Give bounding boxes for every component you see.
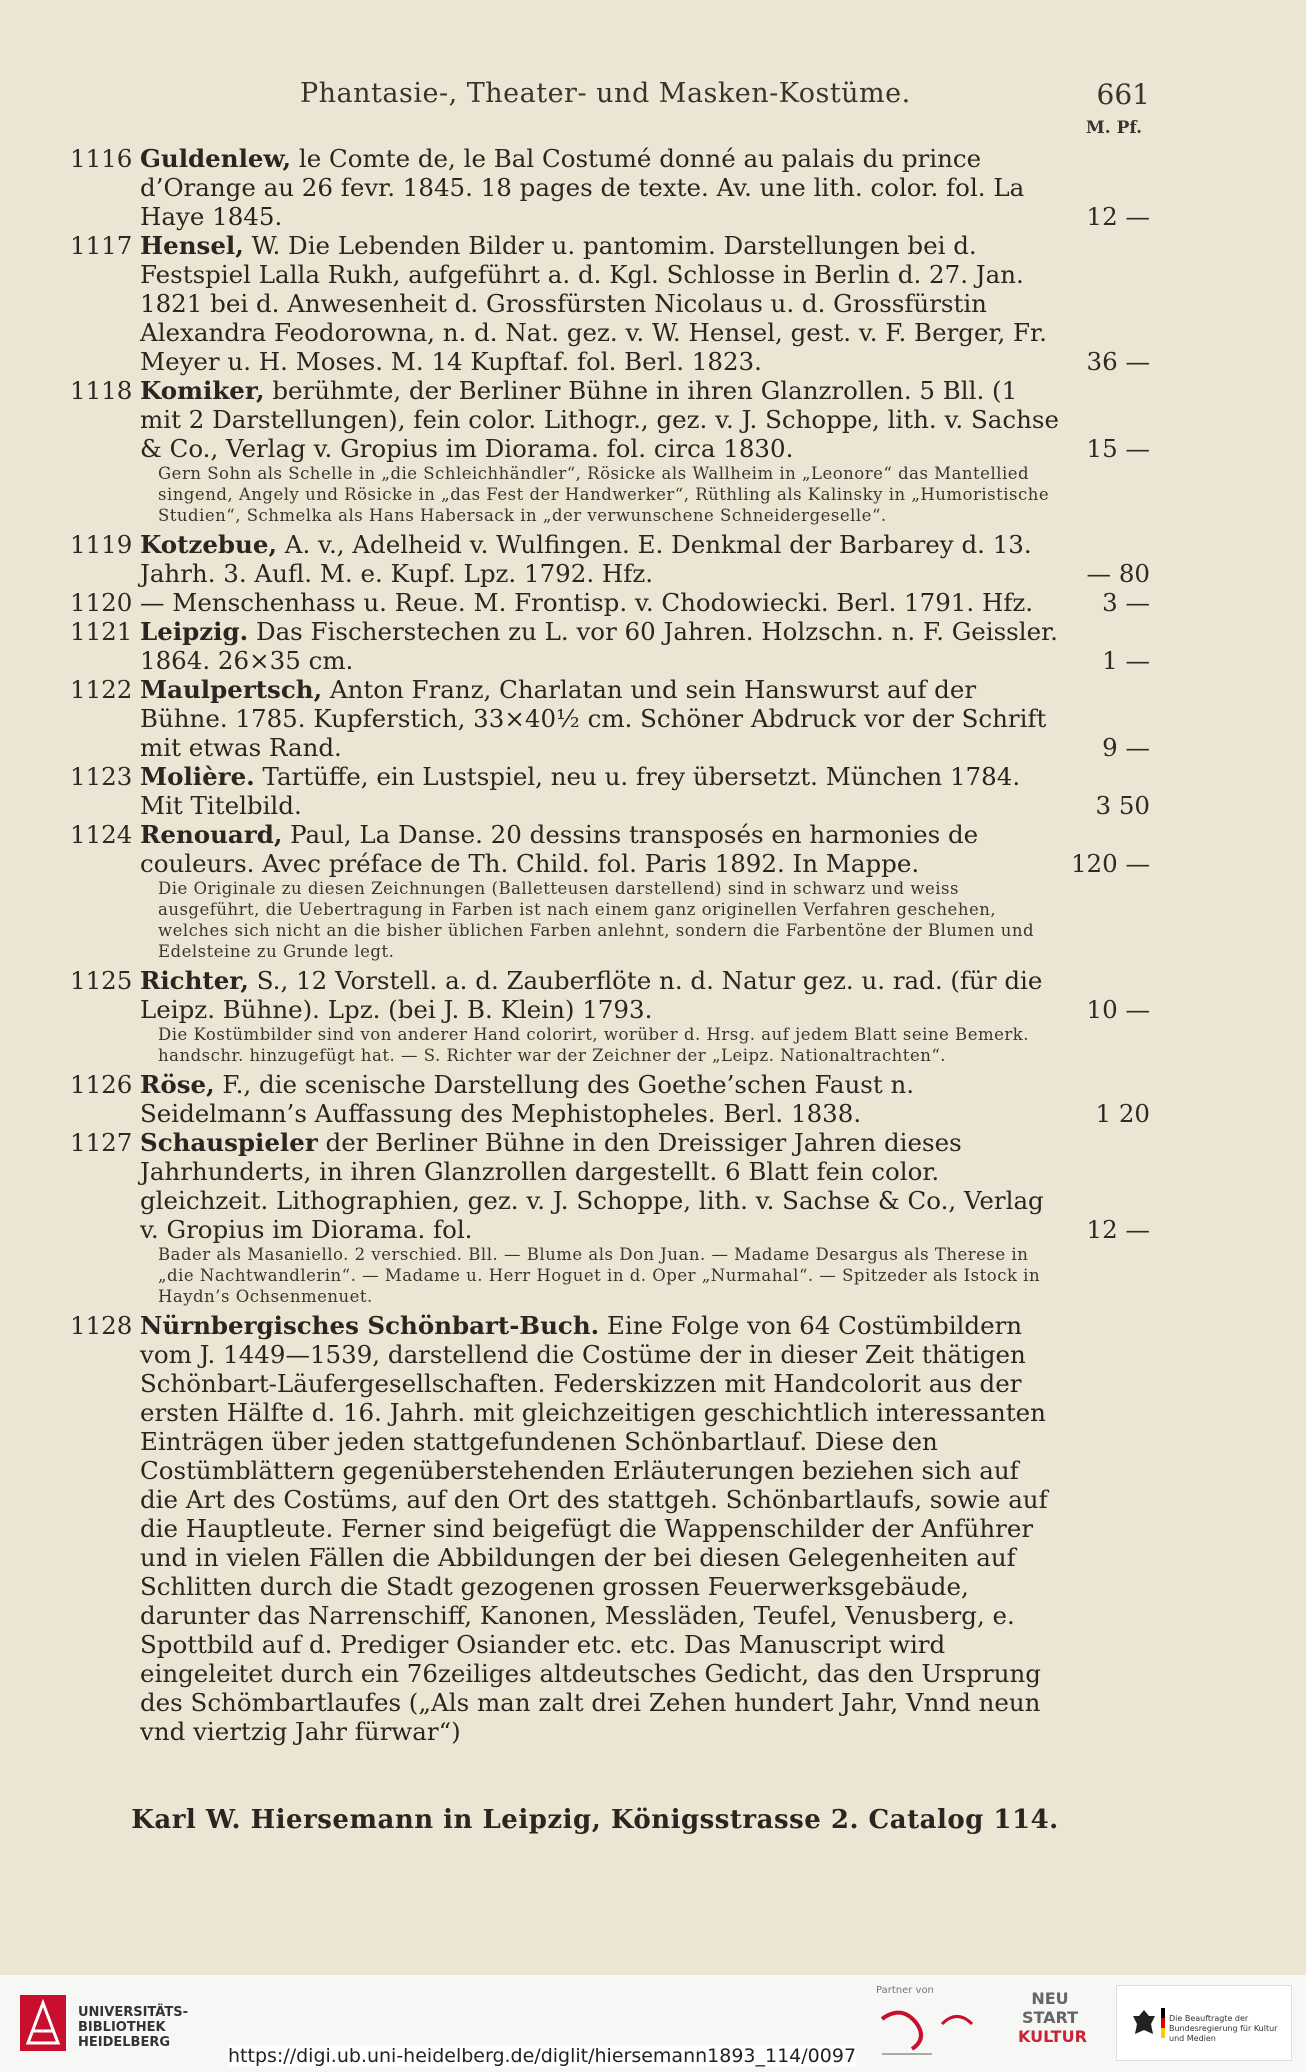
entry-price: 1 20: [1095, 1099, 1150, 1128]
entry-name: Hensel,: [140, 231, 244, 260]
entry-note: Die Originale zu diesen Zeichnungen (Balletteusen darstellend) sind in schwarz und weiss ausgeführt, die Uebertragung in Farben ist nach einem ganz originellen Verfahren geschehen, welches sich nicht an die bisher üblichen Farben anlehnt, sondern die Farbentöne der Blumen und Edelsteine zu Grunde legt.: [158, 879, 1035, 961]
entry-name: Maulpertsch,: [140, 675, 323, 704]
entry-number: 1117: [70, 231, 133, 260]
entry-price: 9 —: [1102, 733, 1150, 762]
permalink-url[interactable]: https://digi.ub.uni-heidelberg.de/diglit/hiersemann1893_114/0097: [228, 2045, 857, 2067]
entry-price: 12 —: [1086, 202, 1150, 231]
catalog-entry: [60, 820, 1150, 878]
entry-price: 1 —: [1102, 646, 1150, 675]
entry-number: 1126: [70, 1070, 133, 1099]
entry-text: Tartüffe, ein Lustspiel, neu u. frey übersetzt. München 1784. Mit Titelbild.: [140, 762, 1021, 820]
catalog-entry: [60, 966, 1150, 1024]
entry-body: [140, 820, 1060, 878]
neustart-line-1: NEU: [1031, 1989, 1069, 2008]
entry-text: Paul, La Danse. 20 dessins transposés en harmonies de couleurs. Avec préface de Th. Child. fol. Paris 1892. In Mappe.: [140, 820, 979, 878]
running-head: [60, 78, 1150, 118]
catalog-entry: [60, 1311, 1150, 1746]
catalog-entries: [60, 144, 1150, 1746]
entry-name: Guldenlew,: [140, 144, 292, 173]
entry-body: [140, 376, 1060, 463]
entry-name: Komiker,: [140, 376, 265, 405]
entry-price: 12 —: [1086, 1215, 1150, 1244]
entry-name: Schauspieler: [140, 1128, 318, 1157]
page-number: 661: [1096, 78, 1150, 111]
university-seal-icon: [18, 1993, 68, 2053]
catalog-entry: [60, 144, 1150, 231]
entry-number: 1116: [70, 144, 133, 173]
entry-text: Eine Folge von 64 Costümbildern vom J. 1449—1539, darstellend die Costüme der in dieser Zeit thätigen Schönbart-Läufergesellschaften. Federskizzen mit Handcolorit aus der ersten Hälfte d. 16. Jahrh. mit gleichzeitigen geschichtlich interessanten Einträgen über jeden stattgefundenen Schönbartlauf. Diese den Costümblättern gegenüberstehenden Erläuterungen beziehen sich auf die Art des Costüms, auf den Ort des stattgeh. Schönbartlaufs, sowie auf die Hauptleute. Ferner sind beigefügt die Wappenschilder der Anführer und in vielen Fällen die Abbildungen der bei diesen Gelegenheiten auf Schlitten durch die Stadt gezogenen grossen Feuerwerksgebäude, darunter das Narrenschiff, Kanonen, Messläden, Teufel, Venusberg, e. Spottbild auf d. Prediger Osiander etc. etc. Das Manuscript wird eingeleitet durch ein 76zeiliges altdeutsches Gedicht, das den Ursprung des Schömbartlaufes („Als man zalt drei Zehen hundert Jahr, Vnnd neun vnd viertzig Jahr fürwar“): [140, 1311, 1048, 1746]
university-line-2: BIBLIOTHEK: [78, 2020, 166, 2035]
entry-name: Kotzebue,: [140, 530, 277, 559]
entry-price: 10 —: [1086, 995, 1150, 1024]
entry-number: 1120: [70, 588, 133, 617]
catalog-entry: [60, 588, 1150, 617]
entry-price: 3 50: [1095, 791, 1150, 820]
catalog-entry: [60, 376, 1150, 463]
catalog-entry: [60, 762, 1150, 820]
entry-number: 1122: [70, 675, 133, 704]
entry-name: Richter,: [140, 966, 249, 995]
entry-text: — Menschenhass u. Reue. M. Frontisp. v. Chodowiecki. Berl. 1791. Hfz.: [140, 588, 1034, 617]
entry-text: Anton Franz, Charlatan und sein Hanswurst auf der Bühne. 1785. Kupferstich, 33×40½ cm. Schöner Abdruck vor der Schrift mit etwas Rand.: [140, 675, 1047, 762]
entry-text: berühmte, der Berliner Bühne in ihren Glanzrollen. 5 Bll. (1 mit 2 Darstellungen), fein color. Lithogr., gez. v. J. Schoppe, lith. v. Sachse & Co., Verlag v. Gropius im Diorama. fol. circa 1830.: [140, 376, 1059, 463]
entry-body: [140, 966, 1060, 1024]
entry-body: [140, 675, 1060, 762]
entry-name: Molière.: [140, 762, 255, 791]
neustart-kultur-logo: [1018, 1989, 1087, 2053]
university-line-3: HEIDELBERG: [78, 2035, 171, 2050]
entry-price: 120 —: [1070, 849, 1150, 878]
catalog-entry: [60, 675, 1150, 762]
entry-note: Bader als Masaniello. 2 verschied. Bll. — Blume als Don Juan. — Madame Desargus als Therese in „die Nachtwandlerin“. — Madame u. Herr Hoguet in d. Oper „Nurmahal“. — Spitzeder als Istock in Haydn’s Ochsenmenuet.: [158, 1245, 1041, 1306]
entry-name: Nürnbergisches Schönbart-Buch.: [140, 1311, 600, 1340]
neustart-line-3: KULTUR: [1018, 2027, 1087, 2046]
catalog-footer: Karl W. Hiersemann in Leipzig, Königsstrasse 2. Catalog 114.: [131, 1805, 1059, 1835]
entry-text: der Berliner Bühne in den Dreissiger Jahren dieses Jahrhunderts, in ihren Glanzrollen dargestellt. 6 Blatt fein color. gleichzeit. Lithographien, gez. v. J. Schoppe, lith. v. Sachse & Co., Verlag v. Gropius im Diorama. fol.: [140, 1128, 1044, 1244]
catalog-entry: [60, 1128, 1150, 1244]
entry-name: Leipzig.: [140, 617, 249, 646]
federal-eagle-icon: [1131, 2008, 1157, 2038]
entry-number: 1127: [70, 1128, 133, 1157]
catalog-entry: [60, 231, 1150, 376]
entry-text: le Comte de, le Bal Costumé donné au palais du prince d’Orange au 26 fevr. 1845. 18 pages de texte. Av. une lith. color. fol. La Haye 1845.: [140, 144, 1025, 231]
university-library-name: [78, 2005, 188, 2050]
entry-number: 1123: [70, 762, 133, 791]
entry-body: [140, 231, 1060, 376]
entry-body: [140, 530, 1060, 588]
page-content: [60, 78, 1150, 1746]
entry-number: 1118: [70, 376, 133, 405]
entry-text: Das Fischerstechen zu L. vor 60 Jahren. Holzschn. n. F. Geissler. 1864. 26×35 cm.: [140, 617, 1058, 675]
bkm-text: Die Beauftragte der Bundesregierung für Kultur und Medien: [1169, 2014, 1278, 2043]
entry-price: 15 —: [1086, 434, 1150, 463]
entry-body: [140, 1311, 1060, 1746]
entry-text: S., 12 Vorstell. a. d. Zauberflöte n. d. Natur gez. u. rad. (für die Leipz. Bühne). Lpz. (bei J. B. Klein) 1793.: [140, 966, 1043, 1024]
entry-note: Die Kostümbilder sind von anderer Hand colorirt, worüber d. Hrsg. auf jedem Blatt seine Bemerk. handschr. hinzugefügt hat. — S. Richter war der Zeichner der „Leipz. Nationaltrachten“.: [158, 1025, 1029, 1065]
entry-number: 1121: [70, 617, 133, 646]
entry-number: 1128: [70, 1311, 133, 1340]
entry-note: Gern Sohn als Schelle in „die Schleichhändler“, Rösicke als Wallheim in „Leonore“ das Mantellied singend, Angely und Rösicke in „das Fest der Handwerker“, Rüthling als Kalinsky in „Humoristische Studien“, Schmelka als Hans Habersack in „der verwunschene Schneidergeselle“.: [158, 464, 1050, 525]
entry-name: Röse,: [140, 1070, 215, 1099]
partner-logos-icon: [872, 1999, 1002, 2059]
university-line-1: UNIVERSITÄTS-: [78, 2005, 188, 2020]
neustart-line-2: START: [1021, 2008, 1079, 2027]
entry-text: W. Die Lebenden Bilder u. pantomim. Darstellungen bei d. Festspiel Lalla Rukh, aufgeführt a. d. Kgl. Schlosse in Berlin d. 27. Jan. 1821 bei d. Anwesenheit d. Grossfürsten Nicolaus u. d. Grossfürstin Alexandra Feodorowna, n. d. Nat. gez. v. W. Hensel, gest. v. F. Berger, Fr. Meyer u. H. Moses. M. 14 Kupftaf. fol. Berl. 1823.: [140, 231, 1047, 376]
catalog-entry: [60, 617, 1150, 675]
entry-number: 1119: [70, 530, 133, 559]
entry-body: [140, 144, 1060, 231]
running-title: Phantasie-, Theater- und Masken-Kostüme.: [300, 78, 911, 109]
entry-name: Renouard,: [140, 820, 283, 849]
entry-body: [140, 617, 1060, 675]
german-flag-stripe: [1161, 2008, 1165, 2038]
bkm-logo: [1116, 1985, 1292, 2061]
entry-text: F., die scenische Darstellung des Goethe’schen Faust n. Seidelmann’s Auffassung des Mephistopheles. Berl. 1838.: [140, 1070, 915, 1128]
entry-body: [140, 762, 1060, 820]
entry-price: 3 —: [1102, 588, 1150, 617]
currency-header: M. Pf.: [1085, 118, 1142, 138]
entry-price: 36 —: [1086, 347, 1150, 376]
catalog-entry: [60, 1070, 1150, 1128]
entry-number: 1124: [70, 820, 133, 849]
entry-text: A. v., Adelheid v. Wulfingen. E. Denkmal der Barbarey d. 13. Jahrh. 3. Aufl. M. e. Kupf. Lpz. 1792. Hfz.: [140, 530, 1032, 588]
entry-number: 1125: [70, 966, 133, 995]
partner-label: Partner von: [876, 1985, 934, 1996]
entry-body: [140, 1070, 1060, 1128]
entry-body: [140, 588, 1060, 617]
catalog-entry: [60, 530, 1150, 588]
entry-price: — 80: [1086, 559, 1150, 588]
entry-body: [140, 1128, 1060, 1244]
